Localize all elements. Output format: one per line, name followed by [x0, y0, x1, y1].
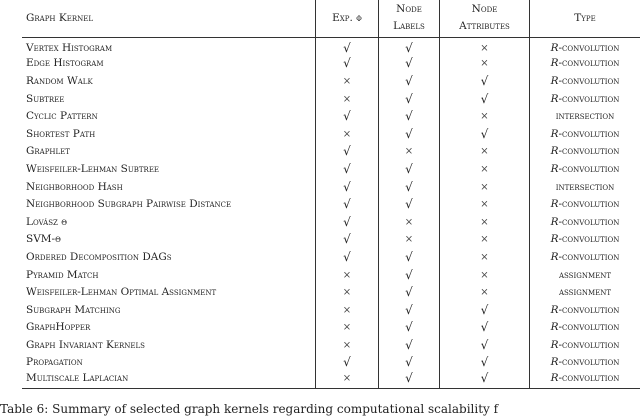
- attrs-cell: [440, 248, 530, 266]
- labels-cell: [379, 231, 440, 249]
- exp-cell: [316, 283, 379, 301]
- labels-cell: [379, 248, 440, 266]
- check-icon: √: [405, 56, 413, 70]
- check-icon: √: [343, 250, 351, 264]
- check-icon: √: [343, 180, 351, 194]
- check-icon: √: [343, 41, 351, 55]
- exp-cell: [316, 371, 379, 389]
- type-cell: intersection: [530, 107, 640, 125]
- attrs-cell: [440, 72, 530, 90]
- attrs-cell: [440, 266, 530, 284]
- exp-cell: [316, 231, 379, 249]
- attrs-cell: [440, 213, 530, 231]
- kernel-name: Neighborhood Hash: [22, 178, 316, 196]
- cross-icon: ×: [343, 305, 351, 316]
- type-cell: assignment: [530, 283, 640, 301]
- table-row: [22, 266, 640, 284]
- attrs-cell: [440, 371, 530, 389]
- check-icon: √: [343, 162, 351, 176]
- table-row: [22, 125, 640, 143]
- kernel-name: Subtree: [22, 90, 316, 108]
- cross-icon: ×: [480, 111, 488, 122]
- cross-icon: ×: [405, 217, 413, 228]
- header-node-labels-line2: Labels: [393, 20, 425, 32]
- header-node-labels-line1: Node: [396, 3, 422, 15]
- exp-cell: [316, 178, 379, 196]
- table-row: [22, 301, 640, 319]
- check-icon: √: [343, 197, 351, 211]
- exp-cell: [316, 213, 379, 231]
- table-caption: Table 6: Summary of selected graph kernels regarding computational scalability f: [0, 402, 498, 416]
- kernel-name: Pyramid Match: [22, 266, 316, 284]
- labels-cell: [379, 90, 440, 108]
- exp-cell: [316, 319, 379, 337]
- check-icon: √: [343, 355, 351, 369]
- kernel-name: Random Walk: [22, 72, 316, 90]
- kernel-name: Lovász ϑ: [22, 213, 316, 231]
- table-row: [22, 213, 640, 231]
- cross-icon: ×: [405, 234, 413, 245]
- header-row: [22, 0, 640, 37]
- check-icon: √: [405, 250, 413, 264]
- check-icon: √: [481, 338, 489, 352]
- cross-icon: ×: [480, 164, 488, 175]
- exp-cell: [316, 301, 379, 319]
- cross-icon: ×: [480, 252, 488, 263]
- table-row: [22, 195, 640, 213]
- cross-icon: ×: [480, 287, 488, 298]
- kernel-name: Weisfeiler-Lehman Subtree: [22, 160, 316, 178]
- check-icon: √: [481, 371, 489, 385]
- labels-cell: [379, 283, 440, 301]
- kernel-name: Edge Histogram: [22, 55, 316, 73]
- labels-cell: [379, 178, 440, 196]
- check-icon: √: [481, 74, 489, 88]
- check-icon: √: [405, 355, 413, 369]
- header-node-labels: [379, 0, 440, 37]
- type-cell: intersection: [530, 178, 640, 196]
- labels-cell: [379, 213, 440, 231]
- cross-icon: ×: [343, 287, 351, 298]
- type-cell: R-convolution: [530, 125, 640, 143]
- kernel-name: Neighborhood Subgraph Pairwise Distance: [22, 195, 316, 213]
- labels-cell: [379, 160, 440, 178]
- exp-cell: [316, 266, 379, 284]
- labels-cell: [379, 195, 440, 213]
- check-icon: √: [343, 232, 351, 246]
- type-cell: R-convolution: [530, 371, 640, 389]
- table-row: [22, 231, 640, 249]
- kernel-name: Graph Invariant Kernels: [22, 336, 316, 354]
- type-cell: R-convolution: [530, 55, 640, 73]
- header-node-attributes: [440, 0, 530, 37]
- check-icon: √: [405, 41, 413, 55]
- attrs-cell: [440, 55, 530, 73]
- attrs-cell: [440, 319, 530, 337]
- check-icon: √: [405, 109, 413, 123]
- labels-cell: [379, 37, 440, 55]
- table-row: [22, 248, 640, 266]
- check-icon: √: [343, 215, 351, 229]
- exp-cell: [316, 143, 379, 161]
- labels-cell: [379, 354, 440, 372]
- exp-cell: [316, 336, 379, 354]
- check-icon: √: [405, 180, 413, 194]
- labels-cell: [379, 336, 440, 354]
- check-icon: √: [481, 127, 489, 141]
- attrs-cell: [440, 143, 530, 161]
- type-cell: assignment: [530, 266, 640, 284]
- check-icon: √: [405, 371, 413, 385]
- cross-icon: ×: [480, 146, 488, 157]
- table-row: [22, 178, 640, 196]
- table-row: [22, 55, 640, 73]
- type-cell: R-convolution: [530, 248, 640, 266]
- exp-cell: [316, 72, 379, 90]
- table-row: [22, 160, 640, 178]
- type-cell: R-convolution: [530, 354, 640, 372]
- exp-cell: [316, 354, 379, 372]
- cross-icon: ×: [343, 322, 351, 333]
- type-cell: R-convolution: [530, 231, 640, 249]
- type-cell: R-convolution: [530, 195, 640, 213]
- check-icon: √: [481, 92, 489, 106]
- kernel-name: Cyclic Pattern: [22, 107, 316, 125]
- check-icon: √: [405, 268, 413, 282]
- attrs-cell: [440, 125, 530, 143]
- check-icon: √: [481, 355, 489, 369]
- labels-cell: [379, 72, 440, 90]
- cross-icon: ×: [343, 76, 351, 87]
- exp-cell: [316, 107, 379, 125]
- table-row: [22, 283, 640, 301]
- attrs-cell: [440, 231, 530, 249]
- check-icon: √: [405, 162, 413, 176]
- kernel-name: SVM-ϑ: [22, 231, 316, 249]
- exp-cell: [316, 125, 379, 143]
- check-icon: √: [343, 109, 351, 123]
- header-node-attributes-line1: Node: [472, 3, 498, 15]
- attrs-cell: [440, 195, 530, 213]
- kernel-name: Ordered Decomposition DAGs: [22, 248, 316, 266]
- cross-icon: ×: [343, 340, 351, 351]
- attrs-cell: [440, 178, 530, 196]
- attrs-cell: [440, 160, 530, 178]
- attrs-cell: [440, 301, 530, 319]
- exp-cell: [316, 160, 379, 178]
- cross-icon: ×: [343, 373, 351, 384]
- header-graph-kernel: Graph Kernel: [22, 0, 316, 37]
- header-type: Type: [530, 0, 640, 37]
- type-cell: R-convolution: [530, 160, 640, 178]
- type-cell: R-convolution: [530, 143, 640, 161]
- check-icon: √: [405, 285, 413, 299]
- attrs-cell: [440, 37, 530, 55]
- cross-icon: ×: [343, 94, 351, 105]
- table-row: [22, 319, 640, 337]
- type-cell: R-convolution: [530, 37, 640, 55]
- type-cell: R-convolution: [530, 336, 640, 354]
- kernel-name: Shortest Path: [22, 125, 316, 143]
- exp-cell: [316, 248, 379, 266]
- check-icon: √: [343, 144, 351, 158]
- header-node-attributes-line2: Attributes: [459, 20, 510, 32]
- table-row: [22, 336, 640, 354]
- kernel-name: Graphlet: [22, 143, 316, 161]
- labels-cell: [379, 266, 440, 284]
- kernel-name: GraphHopper: [22, 319, 316, 337]
- check-icon: √: [481, 320, 489, 334]
- type-cell: R-convolution: [530, 319, 640, 337]
- cross-icon: ×: [343, 129, 351, 140]
- cross-icon: ×: [480, 182, 488, 193]
- labels-cell: [379, 371, 440, 389]
- kernel-name: Propagation: [22, 354, 316, 372]
- table-row: [22, 354, 640, 372]
- check-icon: √: [405, 74, 413, 88]
- labels-cell: [379, 107, 440, 125]
- check-icon: √: [405, 338, 413, 352]
- attrs-cell: [440, 90, 530, 108]
- labels-cell: [379, 319, 440, 337]
- table-row: [22, 72, 640, 90]
- exp-cell: [316, 195, 379, 213]
- attrs-cell: [440, 283, 530, 301]
- type-cell: R-convolution: [530, 213, 640, 231]
- table-body: [22, 37, 640, 389]
- check-icon: √: [343, 56, 351, 70]
- table-row: [22, 107, 640, 125]
- type-cell: R-convolution: [530, 301, 640, 319]
- labels-cell: [379, 55, 440, 73]
- cross-icon: ×: [480, 58, 488, 69]
- kernel-name: Subgraph Matching: [22, 301, 316, 319]
- type-cell: R-convolution: [530, 72, 640, 90]
- check-icon: √: [481, 303, 489, 317]
- cross-icon: ×: [480, 234, 488, 245]
- exp-cell: [316, 90, 379, 108]
- check-icon: √: [405, 127, 413, 141]
- table-row: [22, 90, 640, 108]
- table-row: [22, 143, 640, 161]
- attrs-cell: [440, 354, 530, 372]
- check-icon: √: [405, 92, 413, 106]
- cross-icon: ×: [480, 217, 488, 228]
- exp-cell: [316, 37, 379, 55]
- labels-cell: [379, 125, 440, 143]
- check-icon: √: [405, 303, 413, 317]
- cross-icon: ×: [480, 270, 488, 281]
- check-icon: √: [405, 197, 413, 211]
- check-icon: √: [405, 320, 413, 334]
- labels-cell: [379, 143, 440, 161]
- attrs-cell: [440, 336, 530, 354]
- cross-icon: ×: [480, 43, 488, 54]
- kernel-name: Weisfeiler-Lehman Optimal Assignment: [22, 283, 316, 301]
- labels-cell: [379, 301, 440, 319]
- cross-icon: ×: [480, 199, 488, 210]
- cross-icon: ×: [405, 146, 413, 157]
- kernel-name: Multiscale Laplacian: [22, 371, 316, 389]
- header-exp-phi: Exp. ϕ: [316, 0, 379, 37]
- kernel-name: Vertex Histogram: [22, 37, 316, 55]
- type-cell: R-convolution: [530, 90, 640, 108]
- exp-cell: [316, 55, 379, 73]
- table-row: [22, 37, 640, 55]
- attrs-cell: [440, 107, 530, 125]
- table-row: [22, 371, 640, 389]
- cross-icon: ×: [343, 270, 351, 281]
- graph-kernel-table: [22, 0, 640, 389]
